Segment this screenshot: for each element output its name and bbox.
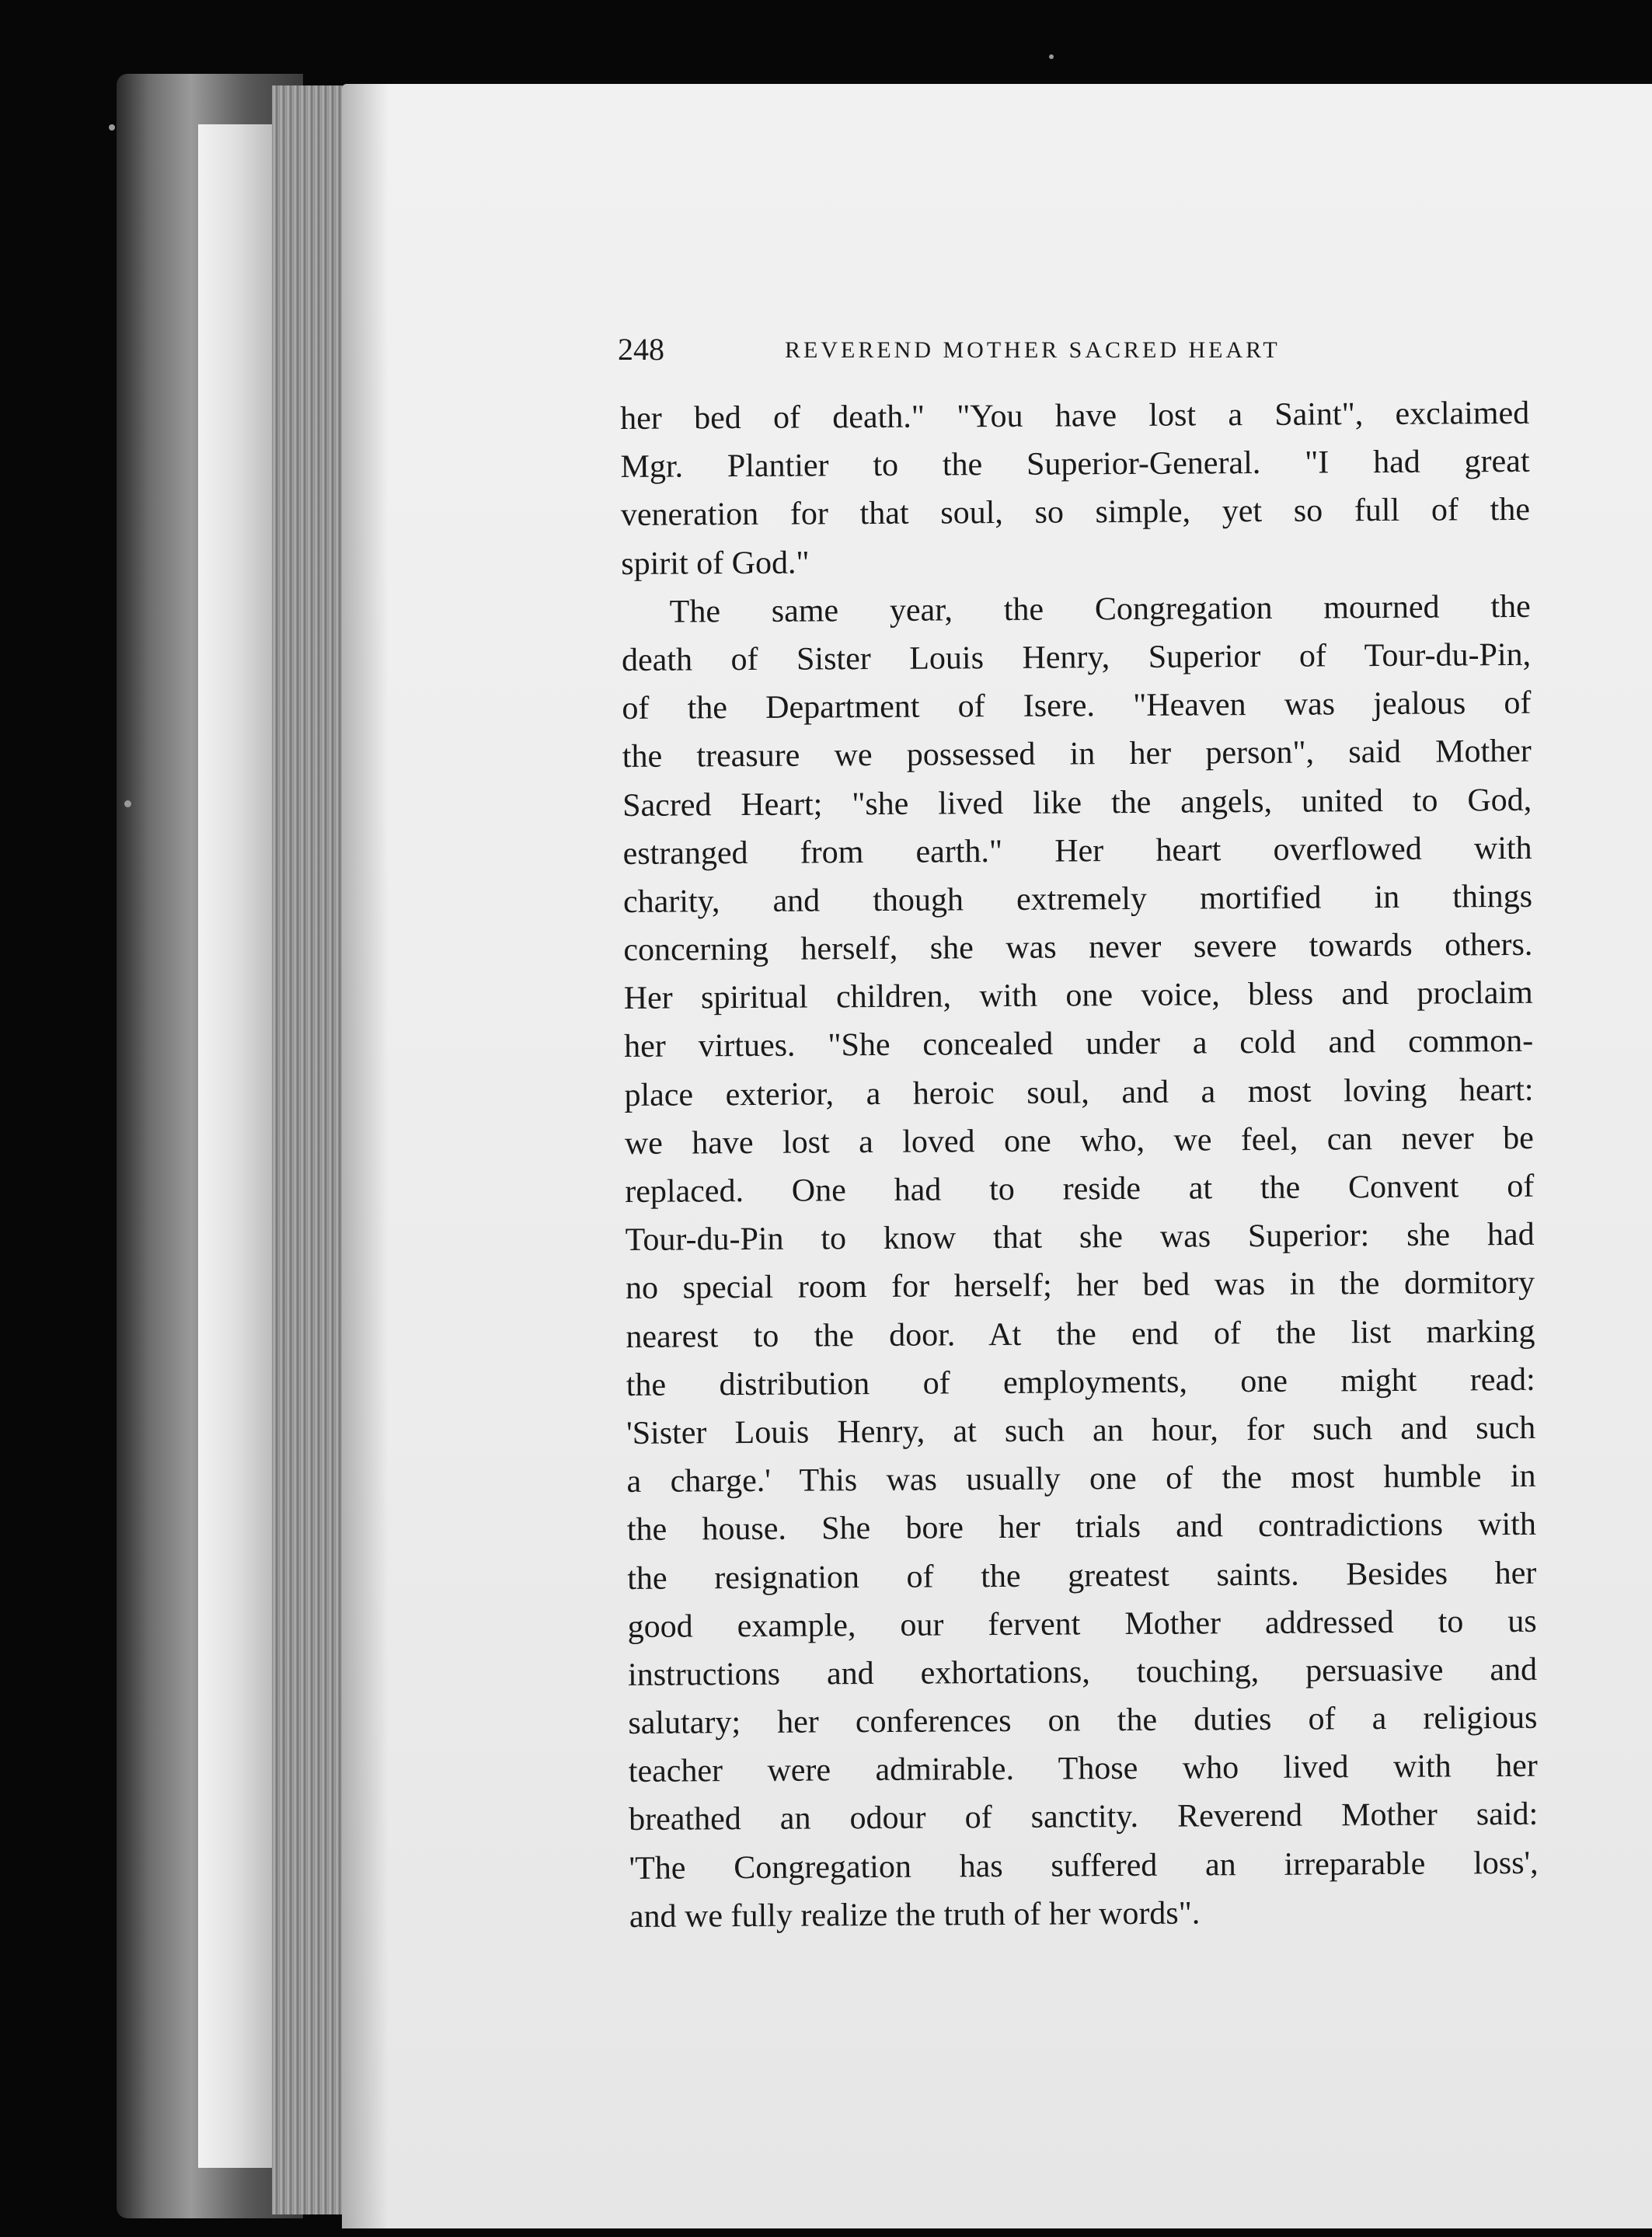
text-line: nearest to the door. At the end of the list marking (626, 1313, 1535, 1355)
running-title: REVEREND MOTHER SACRED HEART (785, 337, 1281, 363)
text-line: estranged from earth." Her heart overflowed with (622, 830, 1532, 872)
text-line: replaced. One had to reside at the Convent of (625, 1168, 1535, 1210)
text-line: teacher were admirable. Those who lived with her (628, 1748, 1538, 1790)
text-line: her virtues. "She concealed under a cold and common- (623, 1023, 1534, 1065)
text-line: the distribution of employments, one might read: (626, 1361, 1535, 1403)
text-line: no special room for herself; her bed was in the dormitory (625, 1265, 1535, 1307)
book-page (342, 84, 1652, 2228)
text-line: concerning herself, she was never severe towards others. (623, 926, 1533, 969)
text-line: Her spiritual children, with one voice, bless and proclaim (623, 975, 1533, 1017)
dust-speck (109, 124, 115, 131)
body-text (620, 389, 1539, 1941)
page-gutter-shadow (342, 84, 389, 2228)
text-line: we have lost a loved one who, we feel, can never be (624, 1120, 1535, 1162)
text-line: instructions and exhortations, touching, persuasive and (627, 1651, 1538, 1693)
text-line: Sacred Heart; "she lived like the angels, united to God, (622, 782, 1532, 824)
text-line: the resignation of the greatest saints. Besides her (627, 1555, 1537, 1597)
text-line: salutary; her conferences on the duties of a religious (628, 1699, 1538, 1742)
text-line: veneration for that soul, so simple, yet so full of the (620, 492, 1531, 534)
text-line: 'The Congregation has suffered an irreparable loss', (629, 1845, 1539, 1887)
text-line: of the Department of Isere. "Heaven was jealous of (622, 685, 1532, 727)
stacked-pages (198, 124, 272, 2168)
text-line: good example, our fervent Mother addressed to us (627, 1603, 1537, 1645)
text-line: The same year, the Congregation mourned the (669, 588, 1531, 630)
text-line: the treasure we possessed in her person", said Mother (622, 733, 1532, 775)
running-head (618, 331, 1395, 378)
text-line: a charge.' This was usually one of the most humble in (626, 1458, 1536, 1500)
text-line: Mgr. Plantier to the Superior-General. "I had great (620, 444, 1530, 486)
dust-speck (124, 800, 131, 807)
text-line: breathed an odour of sanctity. Reverend Mother said: (629, 1796, 1539, 1838)
text-line: the house. She bore her trials and contradictions with (626, 1507, 1537, 1549)
dust-speck (1049, 54, 1054, 59)
text-line: 'Sister Louis Henry, at such an hour, for such and such (626, 1409, 1536, 1451)
text-line: spirit of God." (621, 545, 810, 582)
text-line: charity, and though extremely mortified in things (622, 878, 1533, 920)
text-line: her bed of death." "You have lost a Saint", exclaimed (620, 395, 1530, 437)
text-line: and we fully realize the truth of her words". (629, 1895, 1201, 1935)
text-line: Tour-du-Pin to know that she was Superior: she had (625, 1217, 1535, 1259)
text-line: place exterior, a heroic soul, and a most loving heart: (624, 1071, 1534, 1113)
page-number: 248 (618, 332, 664, 367)
text-line: death of Sister Louis Henry, Superior of Tour-du-Pin, (621, 636, 1532, 678)
